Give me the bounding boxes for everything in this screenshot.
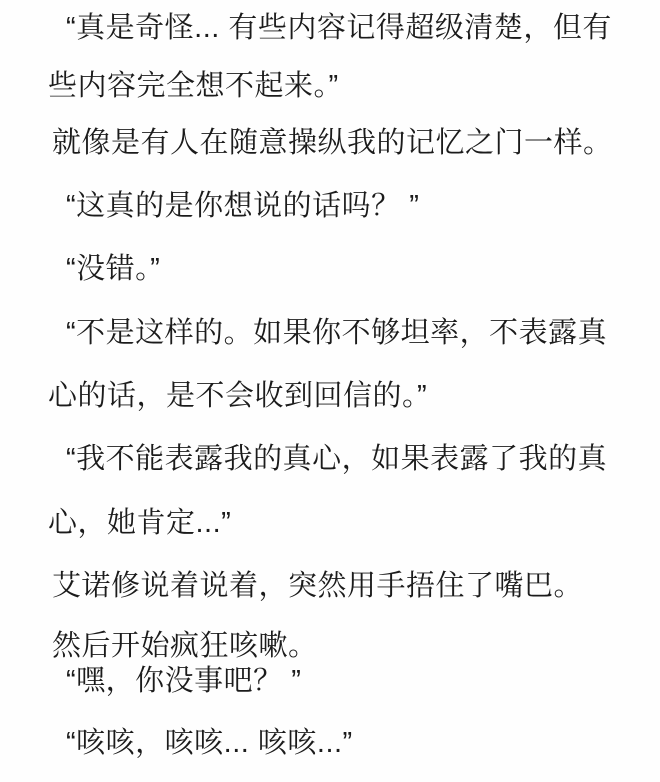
text-line: 艾诺修说着说着，突然用手捂住了嘴巴。 [52,570,584,602]
text-line: “咳咳，咳咳... 咳咳...” [66,727,353,759]
text-line: 然后开始疯狂咳嗽。 [52,630,318,662]
text-line: 心的话，是不会收到回信的。” [48,380,428,412]
text-line: “没错。” [66,253,161,285]
text-line: “这真的是你想说的话吗？ ” [66,190,420,222]
text-line: “嘿，你没事吧？ ” [66,665,302,697]
text-line: 就像是有人在随意操纵我的记忆之门一样。 [52,127,613,159]
text-line: 心，她肯定...” [48,507,232,539]
text-line: “不是这样的。如果你不够坦率，不表露真 [66,317,608,349]
text-line: 些内容完全想不起来。” [48,70,339,102]
text-line: “我不能表露我的真心，如果表露了我的真 [66,443,608,475]
text-line: “真是奇怪... 有些内容记得超级清楚，但有 [66,12,612,44]
